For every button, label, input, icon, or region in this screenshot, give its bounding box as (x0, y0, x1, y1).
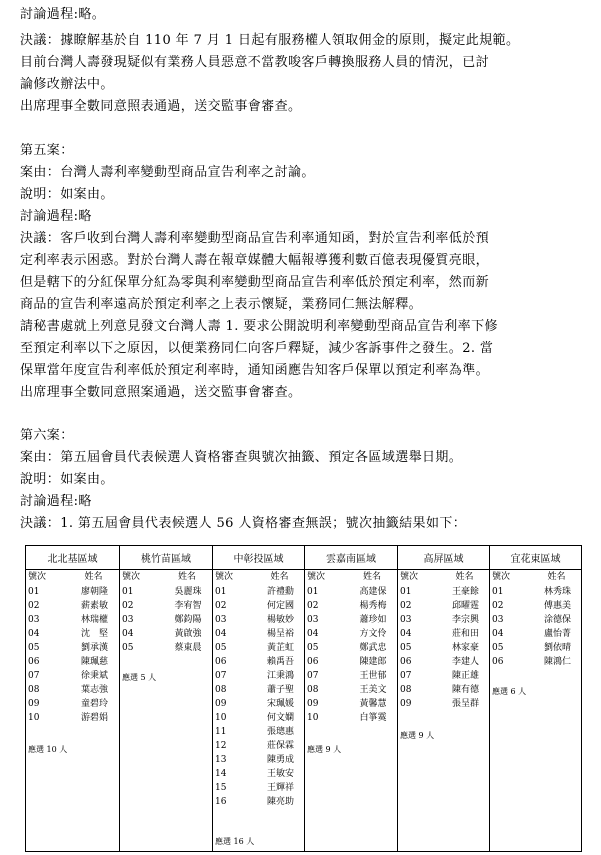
candidate-number: 04 (28, 629, 40, 639)
candidate-number: 09 (307, 699, 319, 709)
candidate-name: 王豪餘 (451, 587, 479, 597)
candidate-name: 李建人 (451, 657, 479, 667)
candidate-row (26, 641, 119, 655)
candidate-number: 04 (122, 629, 134, 639)
candidate-number: 03 (492, 615, 504, 625)
candidate-row (213, 739, 304, 753)
text-line: 第六案： (20, 428, 74, 443)
candidate-name: 何定國 (266, 601, 294, 611)
column-subheader (398, 570, 489, 585)
region-column (398, 570, 490, 852)
candidate-number: 10 (215, 713, 227, 723)
candidate-row (26, 613, 119, 627)
candidate-row (26, 599, 119, 613)
candidate-row (26, 655, 119, 669)
region-column (26, 570, 120, 852)
candidate-number: 02 (28, 601, 40, 611)
candidate-row (213, 585, 304, 599)
candidate-number: 05 (400, 643, 412, 653)
candidate-row (213, 795, 304, 809)
candidate-name: 游碧娟 (80, 713, 108, 723)
candidate-name: 鄭鈞陽 (174, 615, 202, 625)
candidate-row (490, 613, 581, 627)
candidate-name: 沈 堅 (80, 629, 108, 639)
candidate-number: 03 (28, 615, 40, 625)
candidate-row (120, 599, 212, 613)
candidate-name: 陳有德 (451, 685, 479, 695)
candidate-name: 薪素敏 (80, 601, 108, 611)
seat-quota: 應選 5 人 (122, 673, 157, 682)
candidate-row (120, 641, 212, 655)
candidate-name: 高建保 (359, 587, 387, 597)
region-column (490, 570, 582, 852)
column-subheader (490, 570, 581, 585)
candidate-name: 童碧玲 (80, 699, 108, 709)
seat-quota: 應選 16 人 (215, 837, 255, 846)
text-line: 討論過程:略。 (20, 7, 106, 22)
candidate-row (305, 669, 397, 683)
candidate-row (398, 683, 489, 697)
number-header: 號次 (28, 572, 47, 582)
candidate-number: 07 (28, 671, 40, 681)
candidate-name: 張呈群 (451, 699, 479, 709)
candidate-name: 江秉鴻 (266, 671, 294, 681)
candidate-number: 01 (215, 587, 227, 597)
candidate-number: 10 (307, 713, 319, 723)
paragraph-block (20, 140, 590, 404)
candidate-row (398, 655, 489, 669)
text-line: 請秘書處就上列意見發文台灣人壽 1. 要求公開說明利率變動型商品宣告利率下修 (20, 319, 498, 334)
name-header: 姓名 (177, 572, 196, 582)
candidate-name: 許禮勳 (266, 587, 294, 597)
name-header: 姓名 (362, 572, 381, 582)
candidate-row (398, 641, 489, 655)
candidate-number: 06 (307, 657, 319, 667)
column-subheader (120, 570, 212, 585)
candidate-number: 04 (400, 629, 412, 639)
candidate-name: 王世郁 (359, 671, 387, 681)
candidate-row (398, 599, 489, 613)
name-header: 姓名 (547, 572, 566, 582)
candidate-row (490, 641, 581, 655)
candidate-row (305, 585, 397, 599)
candidate-number: 02 (215, 601, 227, 611)
candidate-number: 06 (215, 657, 227, 667)
candidate-row (213, 767, 304, 781)
candidate-name: 賴禹吾 (266, 657, 294, 667)
region-header: 中彰投區域 (213, 546, 305, 570)
candidate-row (26, 711, 119, 725)
candidate-number: 02 (400, 601, 412, 611)
candidate-name: 黃啟強 (174, 629, 202, 639)
candidate-number: 13 (215, 755, 227, 765)
text-line: 出席理事全數同意照案通過，送交監事會審查。 (20, 385, 302, 400)
candidate-row (120, 627, 212, 641)
name-header: 姓名 (455, 572, 474, 582)
candidate-number: 15 (215, 783, 227, 793)
paragraph-block (20, 30, 590, 118)
number-header: 號次 (122, 572, 141, 582)
region-header: 宜花東區域 (490, 546, 582, 570)
candidate-number: 02 (307, 601, 319, 611)
candidate-number: 05 (215, 643, 227, 653)
text-line: 案由：台灣人壽利率變動型商品宣告利率之討論。 (20, 165, 315, 180)
region-header: 雲嘉南區域 (305, 546, 398, 570)
text-line: 保單當年度宣告利率低於預定利率時，通知函應告知客戶保單以預定利率為準。 (20, 363, 490, 378)
candidate-row (398, 585, 489, 599)
candidate-number: 09 (400, 699, 412, 709)
region-header: 北北基區域 (26, 546, 120, 570)
candidate-number: 05 (492, 643, 504, 653)
candidate-row (398, 669, 489, 683)
candidate-row (305, 613, 397, 627)
candidate-name: 楊敏妙 (266, 615, 294, 625)
candidate-row (120, 613, 212, 627)
text-line: 出席理事全數同意照表通過，送交監事會審查。 (20, 99, 302, 114)
candidate-name: 王美文 (359, 685, 387, 695)
candidate-row (490, 627, 581, 641)
candidate-name: 徐秉斌 (80, 671, 108, 681)
candidate-row (305, 627, 397, 641)
text-line: 論修改辦法中。 (20, 77, 114, 92)
candidate-row (490, 599, 581, 613)
candidate-row (213, 599, 304, 613)
candidate-row (213, 781, 304, 795)
candidate-number: 10 (28, 713, 40, 723)
candidate-number: 02 (122, 601, 134, 611)
text-line: 說明：如案由。 (20, 472, 114, 487)
candidate-name: 劉依晴 (543, 643, 571, 653)
candidate-name: 何文嫻 (266, 713, 294, 723)
candidate-row (305, 697, 397, 711)
region-column (120, 570, 213, 852)
candidate-row (305, 641, 397, 655)
text-line: 討論過程:略 (20, 494, 92, 509)
candidate-name: 吳麗珠 (174, 587, 202, 597)
column-subheader (213, 570, 304, 585)
name-header: 姓名 (84, 572, 103, 582)
candidate-number: 01 (400, 587, 412, 597)
candidate-number: 06 (492, 657, 504, 667)
text-line: 討論過程:略 (20, 209, 92, 224)
candidate-name: 蕭子聖 (266, 685, 294, 695)
candidate-row (26, 683, 119, 697)
candidate-number: 08 (28, 685, 40, 695)
candidate-number: 05 (122, 643, 134, 653)
candidate-name: 蕭珍如 (359, 615, 387, 625)
candidate-name: 蔡東晨 (174, 643, 202, 653)
candidate-name: 宋珮媛 (266, 699, 294, 709)
text-line: 決議：客戶收到台灣人壽利率變動型商品宣告利率通知函，對於宣告利率低於預 (20, 231, 490, 246)
candidate-number: 09 (28, 699, 40, 709)
candidate-number: 07 (307, 671, 319, 681)
candidate-number: 03 (307, 615, 319, 625)
candidate-row (213, 725, 304, 739)
column-subheader (26, 570, 119, 585)
paragraph-block (20, 425, 590, 535)
region-column (213, 570, 305, 852)
candidate-name: 陳亮助 (266, 797, 294, 807)
candidate-row (26, 627, 119, 641)
candidate-number: 07 (215, 671, 227, 681)
candidate-name: 楊呈裕 (266, 629, 294, 639)
number-header: 號次 (492, 572, 511, 582)
seat-quota: 應選 10 人 (28, 745, 68, 754)
candidate-row (213, 669, 304, 683)
candidate-row (213, 627, 304, 641)
candidate-name: 王輝祥 (266, 783, 294, 793)
candidate-row (213, 697, 304, 711)
candidate-name: 張璁惠 (266, 727, 294, 737)
candidate-name: 廖朝隆 (80, 587, 108, 597)
candidate-row (398, 627, 489, 641)
candidate-row (26, 585, 119, 599)
text-line: 決議：據瞭解基於自 110 年 7 月 1 日起有服務權人領取佣金的原則，擬定此規範。 (20, 33, 520, 48)
seat-quota: 應選 9 人 (400, 731, 435, 740)
text-line: 說明：如案由。 (20, 187, 114, 202)
text-line: 至預定利率以下之原因，以便業務同仁向客戶釋疑，減少客訴事件之發生。2. 當 (20, 341, 494, 356)
candidate-name: 李宗興 (451, 615, 479, 625)
candidate-number: 04 (492, 629, 504, 639)
candidate-row (213, 613, 304, 627)
candidate-name: 盧怡菁 (543, 629, 571, 639)
candidate-number: 08 (215, 685, 227, 695)
candidate-row (305, 711, 397, 725)
seat-quota: 應選 9 人 (307, 745, 342, 754)
candidate-number: 01 (307, 587, 319, 597)
candidate-name: 傅惠美 (543, 601, 571, 611)
region-column (305, 570, 398, 852)
candidate-row (26, 669, 119, 683)
candidate-number: 06 (28, 657, 40, 667)
candidate-number: 08 (400, 685, 412, 695)
column-subheader (305, 570, 397, 585)
candidate-row (120, 585, 212, 599)
candidate-name: 莊和田 (451, 629, 479, 639)
candidate-name: 李宥智 (174, 601, 202, 611)
candidate-name: 黃芷虹 (266, 643, 294, 653)
candidate-row (490, 655, 581, 669)
candidate-row (398, 613, 489, 627)
candidate-name: 莊保霖 (266, 741, 294, 751)
candidate-name: 林家豪 (451, 643, 479, 653)
text-line: 但是轄下的分紅保單分紅為零與利率變動型商品宣告利率低於預定利率，然而新 (20, 275, 490, 290)
text-line: 案由：第五屆會員代表候選人資格審查與號次抽籤、預定各區域選舉日期。 (20, 450, 463, 465)
candidate-number: 08 (307, 685, 319, 695)
candidate-number: 12 (215, 741, 227, 751)
candidate-number: 03 (215, 615, 227, 625)
candidate-name: 邱曜霆 (451, 601, 479, 611)
candidate-row (398, 697, 489, 711)
candidate-number: 14 (215, 769, 227, 779)
candidate-number: 01 (28, 587, 40, 597)
candidate-name: 陳珮慈 (80, 657, 108, 667)
candidate-number: 05 (307, 643, 319, 653)
candidate-row (213, 753, 304, 767)
candidate-name: 方文伶 (359, 629, 387, 639)
candidate-number: 16 (215, 797, 227, 807)
candidate-row (305, 683, 397, 697)
name-header: 姓名 (270, 572, 289, 582)
candidate-row (213, 655, 304, 669)
number-header: 號次 (307, 572, 326, 582)
candidate-name: 陳勇成 (266, 755, 294, 765)
candidate-name: 黃馨慧 (359, 699, 387, 709)
candidate-name: 林瑞權 (80, 615, 108, 625)
candidate-row (26, 697, 119, 711)
candidate-number: 01 (492, 587, 504, 597)
candidate-row (213, 641, 304, 655)
candidate-name: 葉志強 (80, 685, 108, 695)
text-line: 第五案： (20, 143, 74, 158)
text-line: 定利率表示困惑。對於台灣人壽在報章媒體大幅報導獲利數百億表現優質亮眼， (20, 253, 490, 268)
number-header: 號次 (215, 572, 234, 582)
region-header: 高屏區域 (398, 546, 490, 570)
candidate-number: 07 (400, 671, 412, 681)
candidate-number: 04 (307, 629, 319, 639)
number-header: 號次 (400, 572, 419, 582)
candidate-row (305, 655, 397, 669)
candidate-number: 03 (400, 615, 412, 625)
candidate-name: 劉承漢 (80, 643, 108, 653)
text-line: 決議：1. 第五屆會員代表候選人 56 人資格審查無誤；號次抽籤結果如下： (20, 516, 467, 531)
candidate-row (305, 599, 397, 613)
candidate-name: 鄭武忠 (359, 643, 387, 653)
paragraph-block (20, 4, 590, 26)
candidate-row (213, 683, 304, 697)
text-line: 目前台灣人壽發現疑似有業務人員惡意不當教唆客戶轉換服務人員的情況，已討 (20, 55, 490, 70)
candidate-number: 05 (28, 643, 40, 653)
candidate-name: 楊秀梅 (359, 601, 387, 611)
seat-quota: 應選 6 人 (492, 687, 527, 696)
candidate-name: 林秀珠 (543, 587, 571, 597)
candidate-name: 陳正雄 (451, 671, 479, 681)
region-header: 桃竹苗區域 (120, 546, 213, 570)
candidate-number: 02 (492, 601, 504, 611)
candidate-name: 涂德保 (543, 615, 571, 625)
candidate-number: 11 (215, 727, 227, 737)
candidate-table (25, 545, 582, 852)
candidate-name: 陳建郎 (359, 657, 387, 667)
candidate-number: 06 (400, 657, 412, 667)
candidate-name: 白箏霙 (359, 713, 387, 723)
candidate-number: 01 (122, 587, 134, 597)
candidate-row (490, 585, 581, 599)
candidate-number: 09 (215, 699, 227, 709)
text-line: 商品的宣告利率遠高於預定利率之上表示懷疑，業務同仁無法解釋。 (20, 297, 423, 312)
candidate-number: 04 (215, 629, 227, 639)
candidate-name: 王敏安 (266, 769, 294, 779)
candidate-number: 03 (122, 615, 134, 625)
candidate-name: 陳鴻仁 (543, 657, 571, 667)
candidate-row (213, 711, 304, 725)
